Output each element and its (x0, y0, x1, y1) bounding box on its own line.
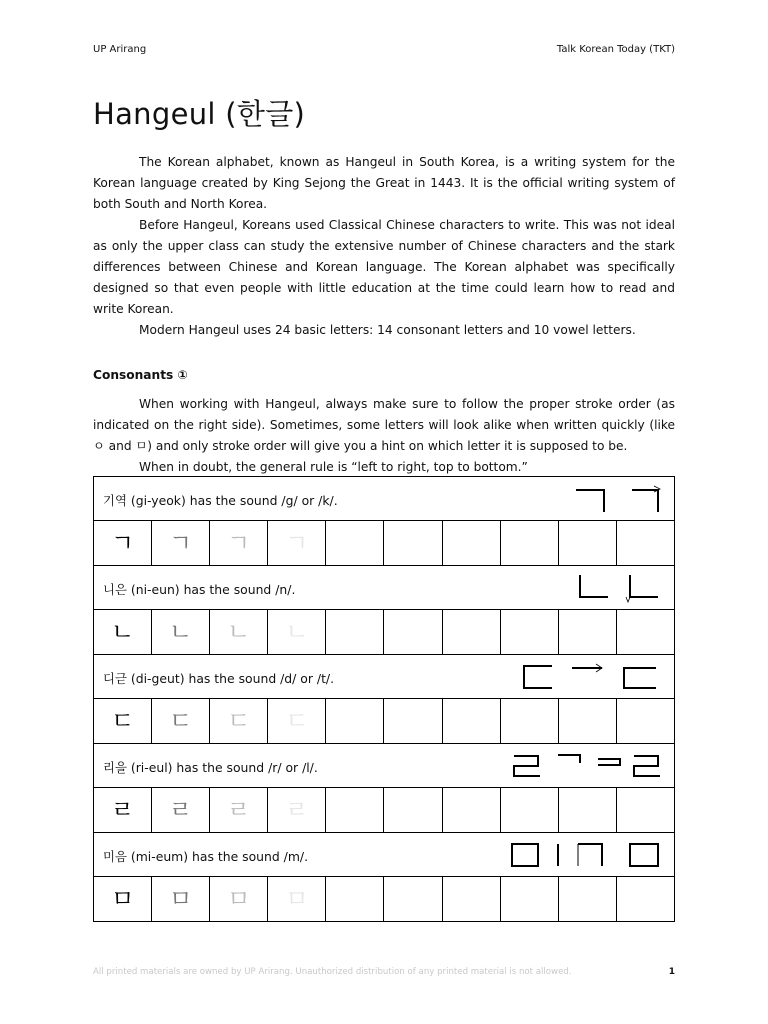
body-text (93, 152, 675, 478)
trace-cell (210, 521, 268, 566)
practice-cell (616, 521, 674, 566)
letter-label-cell (94, 566, 675, 610)
practice-cell (558, 699, 616, 744)
hangeul-letter: ㅁ (169, 885, 193, 913)
trace-cell (94, 788, 152, 833)
practice-cell (326, 610, 384, 655)
header-right: Talk Korean Today (TKT) (556, 44, 675, 55)
stroke-order-diagram (516, 660, 666, 694)
practice-cell (616, 788, 674, 833)
letter-label-cell (94, 833, 675, 877)
practice-cell (500, 699, 558, 744)
letter-label: 디귿 (di-geut) has the sound /d/ or /t/. (103, 671, 335, 686)
practice-cell (326, 699, 384, 744)
hangeul-letter: ㅁ (285, 885, 309, 913)
practice-cell (558, 877, 616, 922)
trace-cell (94, 877, 152, 922)
letter-label-row (94, 744, 675, 788)
hangeul-letter: ㄹ (285, 796, 309, 824)
paragraph-general-rule: When in doubt, the general rule is “left to right, top to bottom.” (139, 460, 528, 474)
trace-cell (210, 699, 268, 744)
practice-cell (616, 699, 674, 744)
trace-cell (94, 521, 152, 566)
paragraph-stroke-order: When working with Hangeul, always make sure to follow the proper stroke order (as indicated on the right side). Sometimes, some letters will look alike when written quickly (like ㅇ and ㅁ) and only stroke order will give you a hint on which letter it is supposed to be. (93, 397, 675, 453)
trace-cell (152, 610, 210, 655)
practice-cell (442, 699, 500, 744)
hangeul-letter: ㄷ (285, 707, 309, 735)
practice-cell (326, 788, 384, 833)
practice-cell (500, 788, 558, 833)
practice-cell (558, 610, 616, 655)
footer-note: All printed materials are owned by UP Arirang. Unauthorized distribution of any printed material is not allowed. (93, 967, 572, 977)
hangeul-letter: ㄴ (110, 618, 135, 646)
practice-cell (558, 521, 616, 566)
trace-cell (268, 788, 326, 833)
trace-cell (268, 877, 326, 922)
practice-row (94, 699, 675, 744)
trace-cell (152, 521, 210, 566)
letter-label-row (94, 477, 675, 521)
letter-label: 리을 (ri-eul) has the sound /r/ or /l/. (103, 760, 318, 775)
hangeul-letter: ㄹ (227, 796, 251, 824)
hangeul-letter: ㄹ (110, 796, 135, 824)
letter-label: 니은 (ni-eun) has the sound /n/. (103, 582, 296, 597)
hangeul-letter: ㄹ (169, 796, 193, 824)
header-left: UP Arirang (93, 44, 147, 55)
letter-label-cell (94, 655, 675, 699)
practice-cell (442, 788, 500, 833)
paragraph-intro: The Korean alphabet, known as Hangeul in South Korea, is a writing system for the Korean language created by King Sejong the Great in 1443. It is the official writing system of both South and North Korea. (93, 155, 675, 211)
practice-cell (442, 877, 500, 922)
hangeul-letter: ㄴ (285, 618, 309, 646)
hangeul-letter: ㅁ (110, 885, 135, 913)
practice-cell (442, 610, 500, 655)
practice-cell (326, 521, 384, 566)
page-number: 1 (668, 967, 675, 977)
practice-cell (616, 877, 674, 922)
letter-label: 미음 (mi-eum) has the sound /m/. (103, 849, 309, 864)
stroke-order-diagram (506, 838, 666, 872)
letter-label-row (94, 566, 675, 610)
practice-cell (616, 610, 674, 655)
trace-cell (94, 699, 152, 744)
section-title: Consonants ① (93, 368, 188, 382)
practice-row (94, 877, 675, 922)
trace-cell (94, 610, 152, 655)
hangeul-letter: ㄱ (110, 529, 135, 557)
trace-cell (268, 521, 326, 566)
page-title: Hangeul (한글) (93, 97, 306, 131)
trace-cell (210, 877, 268, 922)
practice-cell (558, 788, 616, 833)
hangeul-letter: ㄴ (169, 618, 193, 646)
practice-grid (93, 476, 675, 922)
letter-label-cell (94, 477, 675, 521)
stroke-order-diagram (570, 482, 666, 516)
practice-cell (384, 699, 442, 744)
practice-row (94, 610, 675, 655)
stroke-order-diagram (570, 571, 666, 605)
practice-cell (384, 877, 442, 922)
practice-cell (442, 521, 500, 566)
hangeul-letter: ㅁ (227, 885, 251, 913)
practice-cell (384, 521, 442, 566)
practice-cell (500, 877, 558, 922)
letter-label-row (94, 833, 675, 877)
practice-cell (500, 610, 558, 655)
practice-cell (384, 610, 442, 655)
hangeul-letter: ㄷ (110, 707, 135, 735)
letter-label-cell (94, 744, 675, 788)
trace-cell (152, 699, 210, 744)
practice-cell (384, 788, 442, 833)
trace-cell (152, 877, 210, 922)
stroke-order-diagram (506, 749, 666, 783)
trace-cell (268, 699, 326, 744)
practice-cell (500, 521, 558, 566)
trace-cell (210, 610, 268, 655)
hangeul-letter: ㄱ (227, 529, 251, 557)
practice-row (94, 788, 675, 833)
hangeul-letter: ㄱ (169, 529, 193, 557)
trace-cell (268, 610, 326, 655)
hangeul-letter: ㄷ (169, 707, 193, 735)
trace-cell (210, 788, 268, 833)
practice-row (94, 521, 675, 566)
letter-label-row (94, 655, 675, 699)
paragraph-history: Before Hangeul, Koreans used Classical Chinese characters to write. This was not ideal as only the upper class can study the extensive number of Chinese characters and the stark differences between Chinese and Korean language. The Korean alphabet was specifically designed so that even people with little education at the time could learn how to read and write Korean. (93, 218, 675, 316)
trace-cell (152, 788, 210, 833)
letter-label: 기역 (gi-yeok) has the sound /g/ or /k/. (103, 493, 338, 508)
hangeul-letter: ㄷ (227, 707, 251, 735)
paragraph-letters: Modern Hangeul uses 24 basic letters: 14 consonant letters and 10 vowel letters. (139, 323, 636, 337)
hangeul-letter: ㄴ (227, 618, 251, 646)
hangeul-letter: ㄱ (285, 529, 309, 557)
practice-cell (326, 877, 384, 922)
